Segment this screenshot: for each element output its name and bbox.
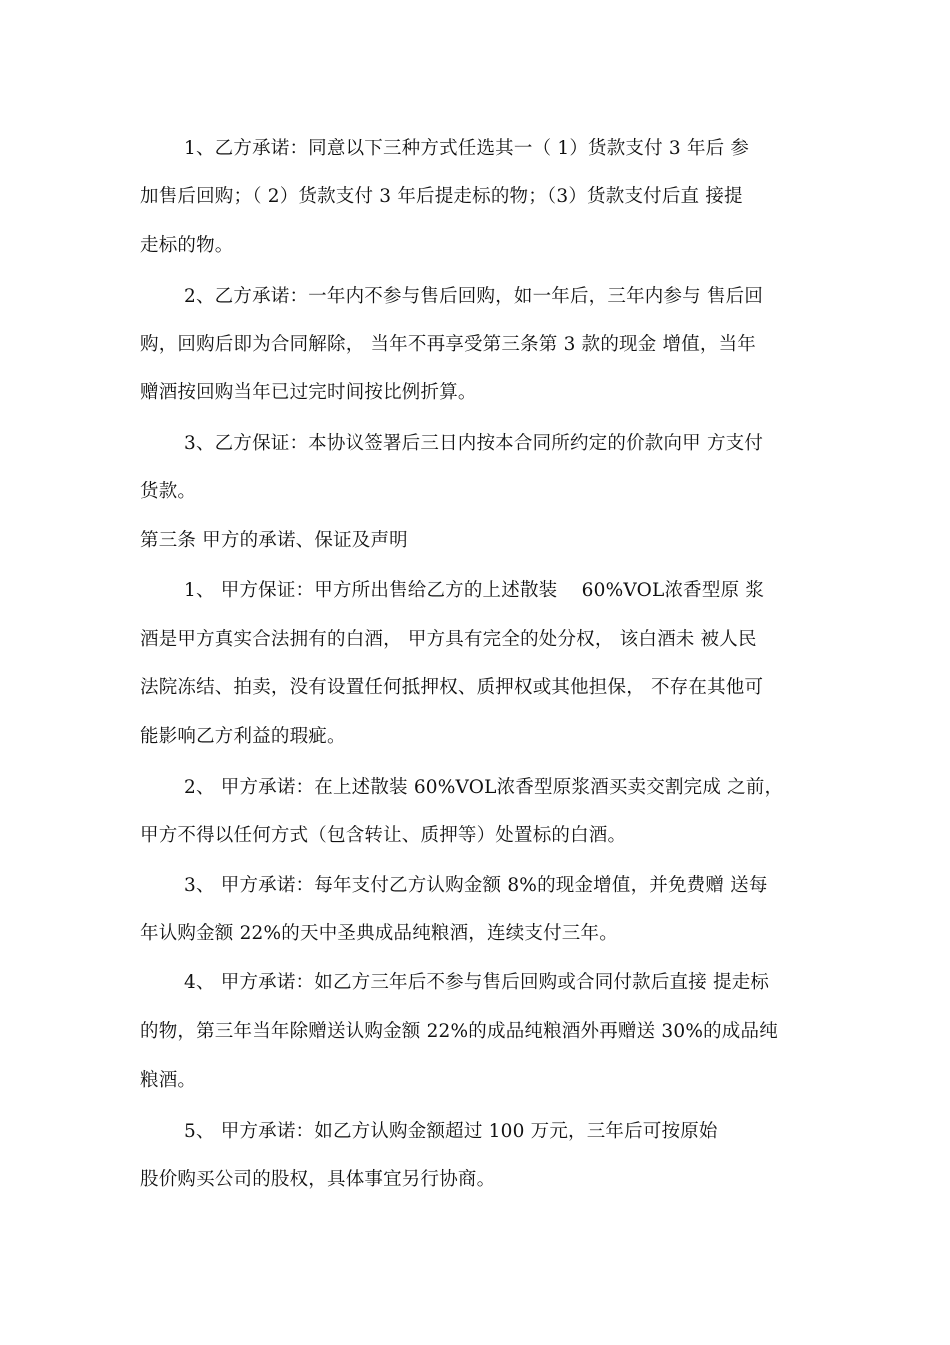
clause-3-4-line-3: 粮酒。	[140, 1070, 197, 1091]
clause-2-3-line-1: 3、乙方保证：本协议签署后三日内按本合同所约定的价款向甲 方支付	[184, 433, 764, 454]
section-heading-article-3: 第三条 甲方的承诺、保证及声明	[140, 530, 408, 551]
clause-3-3-line-1: 3、 甲方承诺：每年支付乙方认购金额 8%的现金增值，并免费赠 送每	[184, 875, 768, 896]
clause-3-4-line-2: 的物，第三年当年除赠送认购金额 22%的成品纯粮酒外再赠送 30%的成品纯	[140, 1021, 778, 1042]
clause-3-4-line-1: 4、 甲方承诺：如乙方三年后不参与售后回购或合同付款后直接 提走标	[184, 972, 770, 993]
clause-2-1-line-3: 走标的物。	[140, 235, 234, 256]
clause-3-3-line-2: 年认购金额 22%的天中圣典成品纯粮酒，连续支付三年。	[140, 923, 618, 944]
clause-2-2-line-2: 购，回购后即为合同解除， 当年不再享受第三条第 3 款的现金 增值，当年	[140, 334, 756, 355]
clause-2-2-line-1: 2、乙方承诺：一年内不参与售后回购，如一年后，三年内参与 售后回	[184, 286, 764, 307]
clause-3-1-line-4: 能影响乙方利益的瑕疵。	[140, 726, 346, 747]
clause-3-5-line-1: 5、 甲方承诺：如乙方认购金额超过 100 万元，三年后可按原始	[184, 1121, 718, 1142]
clause-3-2-line-1: 2、 甲方承诺：在上述散装 60%VOL浓香型原浆酒买卖交割完成 之前，	[184, 777, 784, 798]
clause-2-1-line-2: 加售后回购；（ 2）货款支付 3 年后提走标的物；（3）货款支付后直 接提	[140, 186, 743, 207]
clause-3-1-line-2: 酒是甲方真实合法拥有的白酒， 甲方具有完全的处分权， 该白酒未 被人民	[140, 629, 757, 650]
clause-3-1-line-1: 1、 甲方保证：甲方所出售给乙方的上述散装 60%VOL浓香型原 浆	[184, 580, 765, 601]
clause-2-1-line-1: 1、乙方承诺：同意以下三种方式任选其一（ 1）货款支付 3 年后 参	[184, 138, 750, 159]
clause-2-3-line-2: 货款。	[140, 481, 197, 502]
clause-3-1-line-3: 法院冻结、拍卖，没有设置任何抵押权、质押权或其他担保， 不存在其他可	[140, 677, 764, 698]
clause-3-2-line-2: 甲方不得以任何方式（包含转让、质押等）处置标的白酒。	[140, 825, 627, 846]
clause-2-2-line-3: 赠酒按回购当年已过完时间按比例折算。	[140, 382, 477, 403]
clause-3-5-line-2: 股价购买公司的股权，具体事宜另行协商。	[140, 1169, 496, 1190]
